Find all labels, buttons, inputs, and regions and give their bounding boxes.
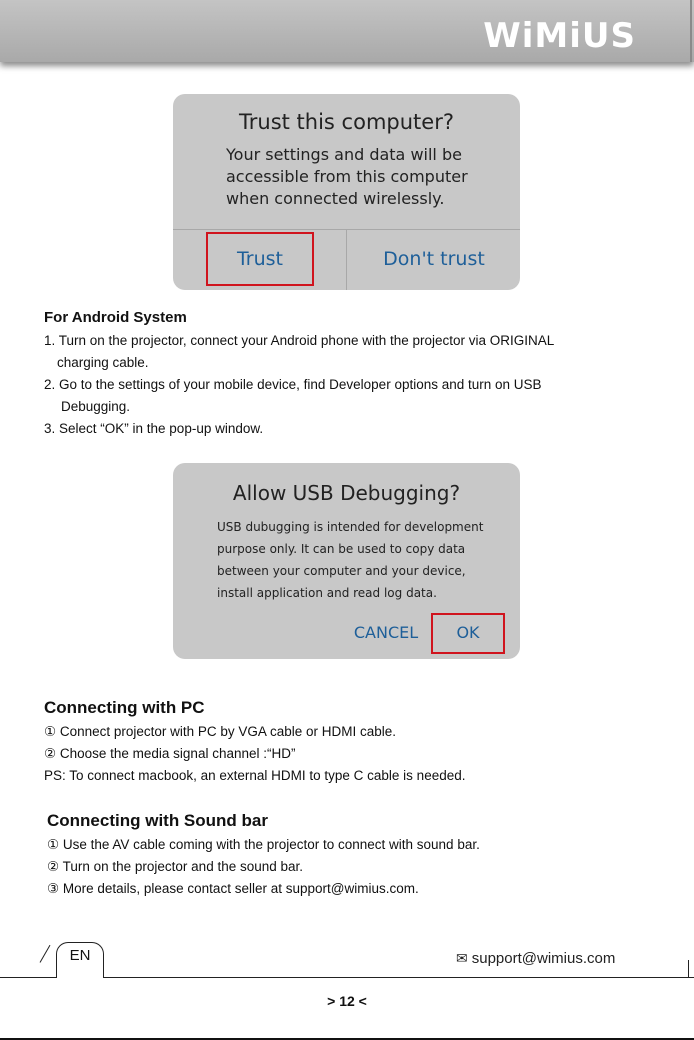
- cancel-button[interactable]: CANCEL: [353, 623, 419, 642]
- android-step-line: 3. Select “OK” in the pop-up window.: [44, 421, 264, 436]
- trust-dialog-message: [226, 144, 496, 210]
- pc-section-title: Connecting with PC: [44, 698, 205, 717]
- trust-message-line: Your settings and data will be: [226, 145, 462, 164]
- header-edge: [690, 0, 692, 62]
- ok-highlight-box: [431, 613, 505, 654]
- header-bar: [0, 0, 694, 62]
- language-tab: EN: [56, 942, 104, 978]
- footer-email-text: support@wimius.com: [471, 950, 616, 967]
- footer-email: [456, 950, 615, 967]
- dialog-divider: [346, 229, 347, 290]
- soundbar-step-line: ② Turn on the projector and the sound bar.: [47, 859, 304, 874]
- ok-button[interactable]: OK: [456, 623, 480, 642]
- android-section-title: For Android System: [44, 309, 187, 326]
- android-step-line: charging cable.: [57, 355, 149, 370]
- brand-logo: WiMiUS: [483, 16, 636, 56]
- usb-message-line: USB dubugging is intended for development: [217, 520, 484, 534]
- pc-step-line: ① Connect projector with PC by VGA cable or HDMI cable.: [44, 724, 396, 739]
- envelope-icon: ✉: [456, 950, 468, 966]
- android-step-line: 2. Go to the settings of your mobile device, find Developer options and turn on USB: [44, 377, 542, 392]
- soundbar-step-line: ③ More details, please contact seller at support@wimius.com.: [47, 881, 419, 896]
- soundbar-section-title: Connecting with Sound bar: [47, 811, 268, 830]
- usb-dialog-message: [217, 516, 507, 604]
- trust-message-line: when connected wirelessly.: [226, 189, 445, 208]
- usb-message-line: install application and read log data.: [217, 586, 437, 600]
- footer-rule: [0, 977, 694, 978]
- footer-tab-edge: [40, 945, 51, 963]
- trust-dialog: [173, 94, 520, 290]
- pc-step-line: PS: To connect macbook, an external HDMI to type C cable is needed.: [44, 768, 466, 783]
- usb-debugging-dialog: [173, 463, 520, 659]
- trust-dialog-title: Trust this computer?: [239, 110, 454, 134]
- trust-highlight-box: [206, 232, 314, 286]
- footer-rule-edge: [688, 960, 689, 978]
- dont-trust-button[interactable]: Don't trust: [383, 248, 485, 270]
- usb-message-line: between your computer and your device,: [217, 564, 466, 578]
- trust-button[interactable]: Trust: [236, 248, 283, 270]
- usb-dialog-title: Allow USB Debugging?: [232, 481, 461, 505]
- page-number: > 12 <: [327, 993, 367, 1009]
- usb-message-line: purpose only. It can be used to copy data: [217, 542, 466, 556]
- pc-step-line: ② Choose the media signal channel :“HD”: [44, 746, 296, 761]
- soundbar-step-line: ① Use the AV cable coming with the projector to connect with sound bar.: [47, 837, 480, 852]
- android-step-line: 1. Turn on the projector, connect your Android phone with the projector via ORIGINAL: [44, 333, 555, 348]
- android-step-line: Debugging.: [61, 399, 131, 414]
- trust-message-line: accessible from this computer: [226, 167, 468, 186]
